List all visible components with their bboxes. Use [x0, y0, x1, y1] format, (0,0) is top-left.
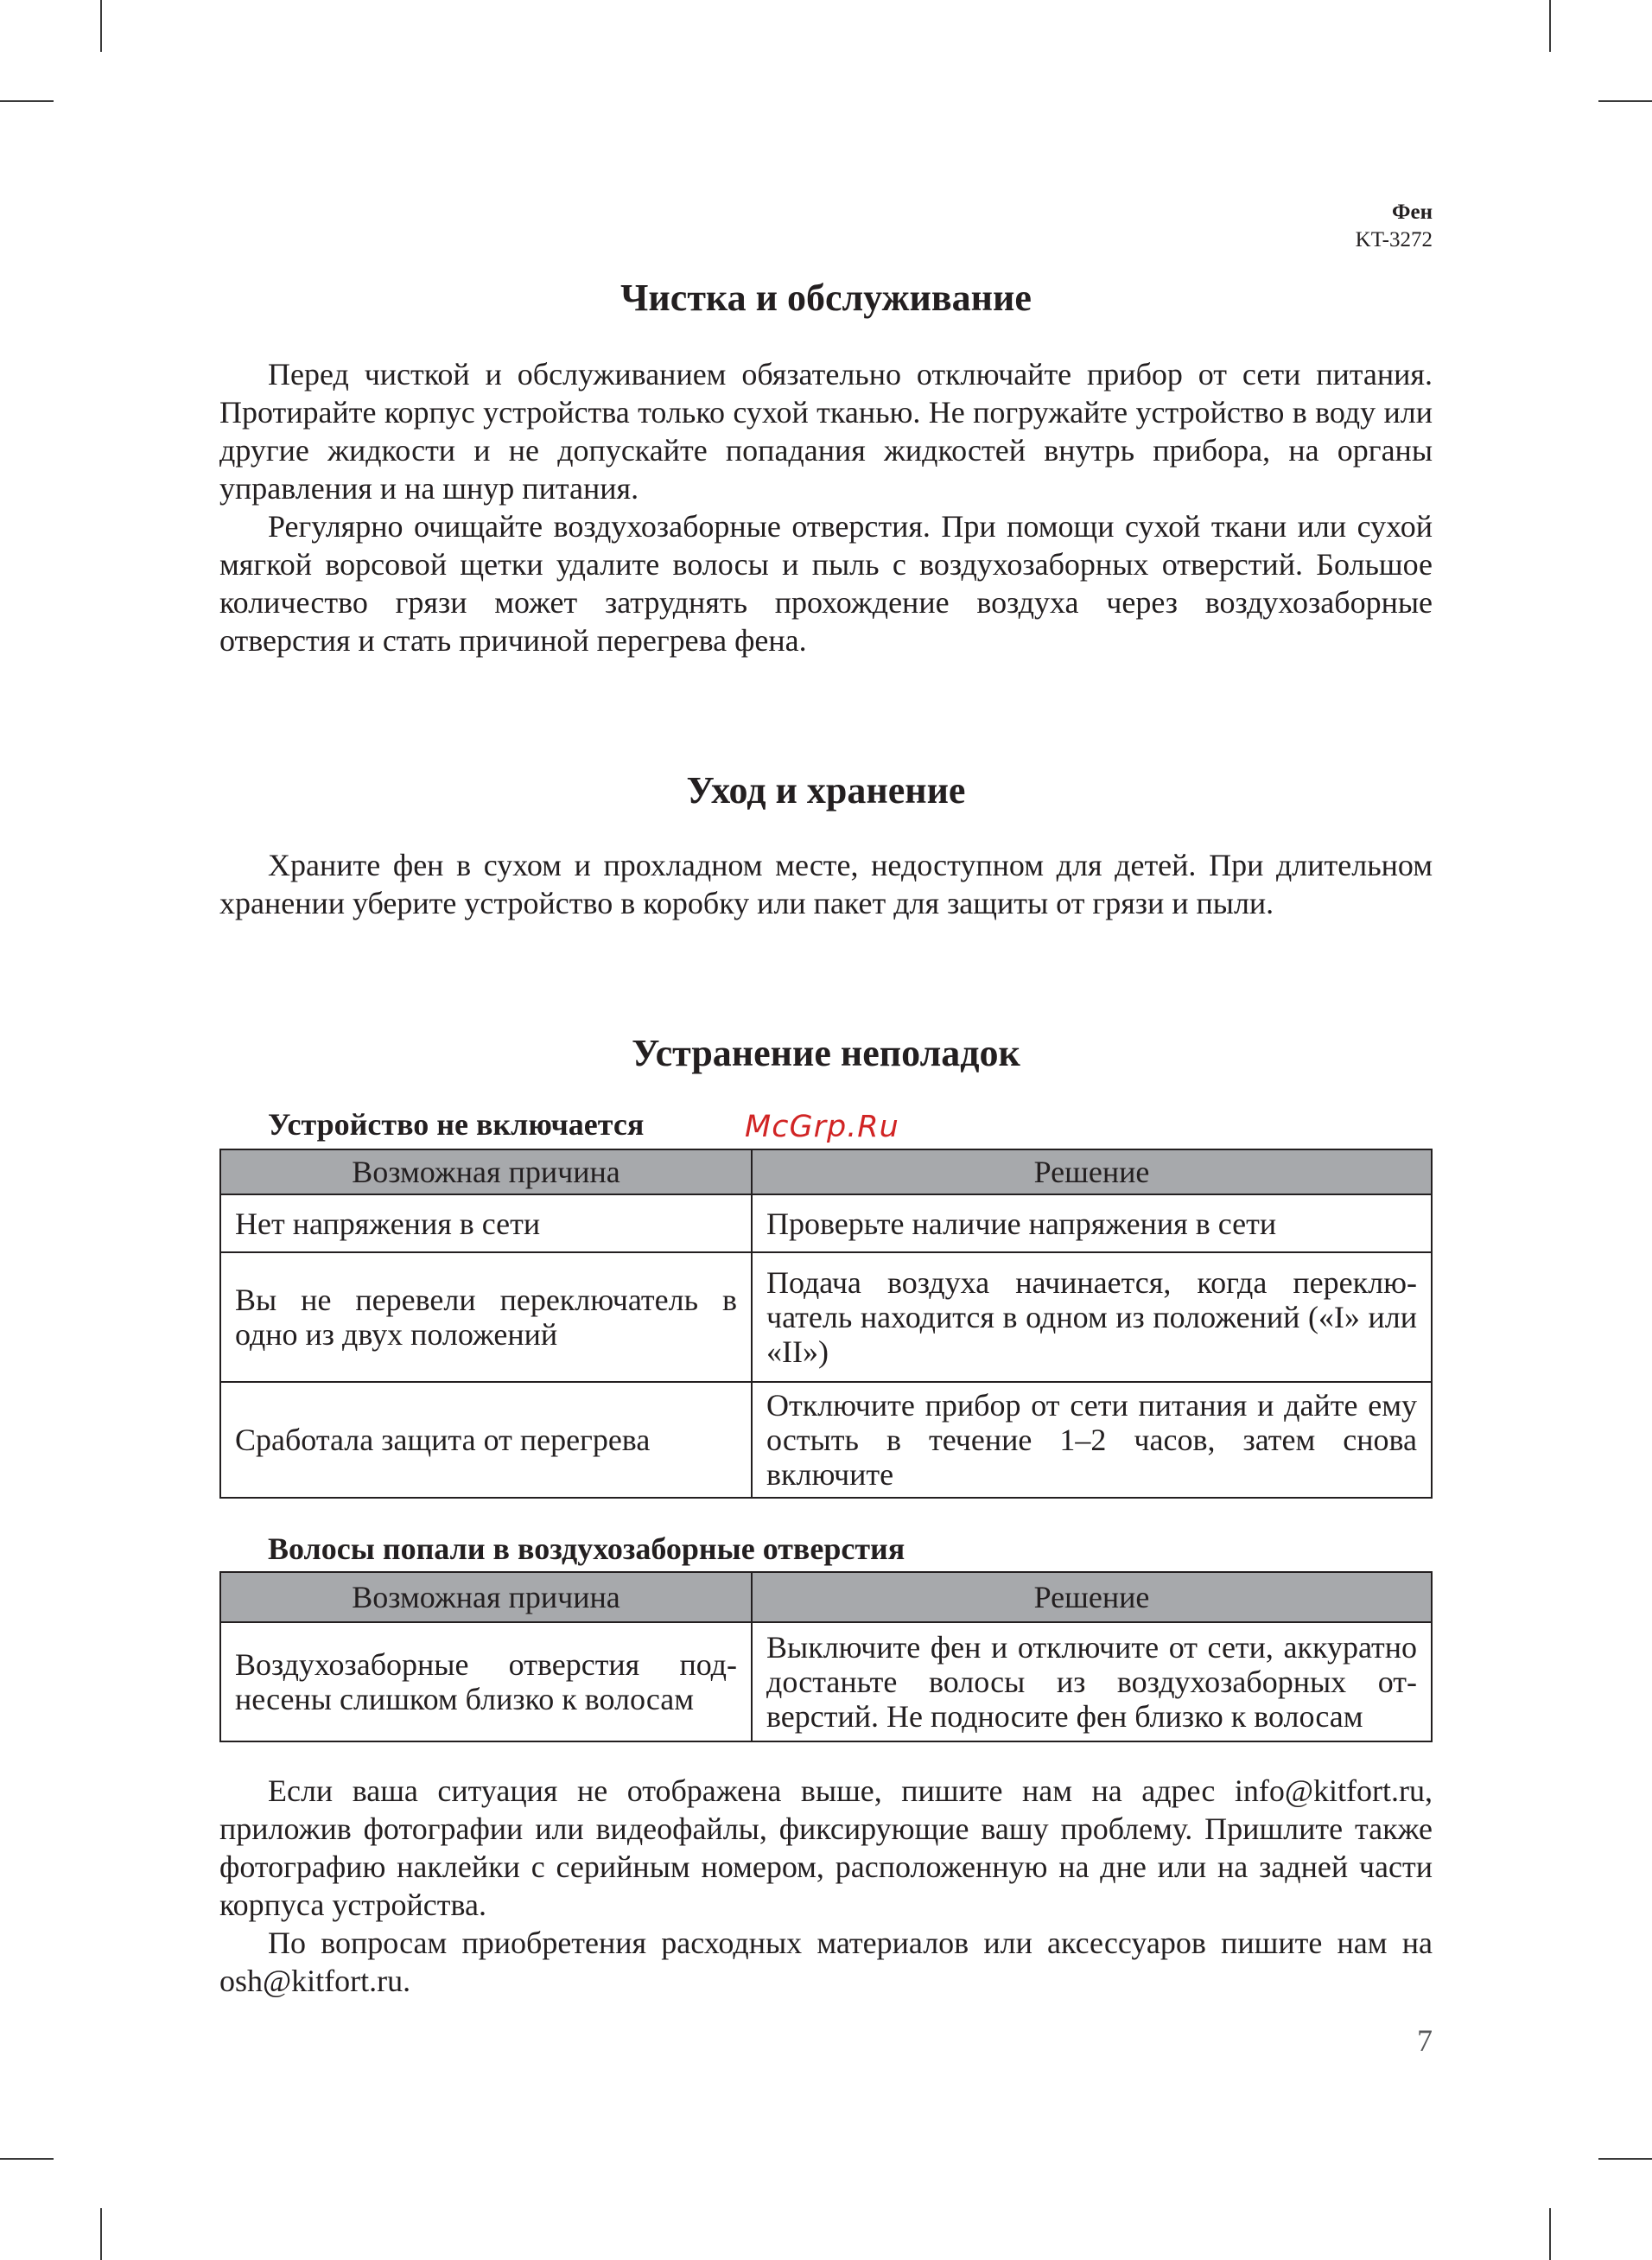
table-row	[220, 1252, 1432, 1382]
solution-cell: Отключите прибор от сети питания и дайте ему остыть в течение 1–2 часов, затем снова включите	[752, 1382, 1432, 1498]
section-title-troubleshooting: Устранение неполадок	[632, 1032, 1020, 1074]
cleaning-paragraph: Регулярно очищайте воздухозаборные отверстия. При помощи сухой ткани или сухой мягкой ворсовой щетки удалите волосы и пыль с воздухозаборных отверстий. Большое количество грязи может затруднять прохождение воздуха через воздухозаборные отверстия и стать причиной перегрева фена.	[219, 509, 1433, 658]
column-header-solution: Решение	[752, 1149, 1432, 1194]
column-header-cause: Возможная причина	[220, 1149, 752, 1194]
crop-mark	[1549, 0, 1551, 52]
crop-mark	[100, 0, 102, 52]
cause-cell: Вы не перевели переключатель в одно из двух положений	[220, 1252, 752, 1382]
crop-mark	[0, 100, 54, 102]
section-title-cleaning: Чистка и обслуживание	[620, 277, 1032, 319]
table-heading-hair: Волосы попали в воздухозаборные отверстия	[268, 1531, 905, 1566]
table-row	[220, 1194, 1432, 1252]
crop-mark	[0, 2158, 54, 2160]
contact-paragraph: Если ваша ситуация не отображена выше, пишите нам на адрес info@kitfort.ru, приложив фотографии или видеофайлы, фиксирующие вашу проблему. Пришлите также фотографию наклейки с серийным номером, расположенную на дне или на задней части корпуса устройства.	[219, 1773, 1433, 1922]
cause-cell: Воздухозаборные отверстия поднесены слишком близко к волосам	[220, 1622, 752, 1741]
column-header-solution: Решение	[752, 1572, 1432, 1622]
table-row	[220, 1622, 1432, 1741]
watermark: McGrp.Ru	[745, 1110, 899, 1144]
product-name: Фен	[1392, 201, 1433, 224]
troubleshooting-table-no-power	[219, 1149, 1433, 1499]
solution-cell: Проверьте наличие напряжения в сети	[752, 1194, 1432, 1252]
crop-mark	[1549, 2208, 1551, 2260]
page-header	[1356, 199, 1433, 254]
column-header-cause: Возможная причина	[220, 1572, 752, 1622]
cause-cell: Нет напряжения в сети	[220, 1194, 752, 1252]
table-row	[220, 1382, 1432, 1498]
page-number: 7	[1417, 2023, 1433, 2058]
table-header-row	[220, 1572, 1432, 1622]
storage-paragraph: Храните фен в сухом и прохладном месте, недоступном для детей. При длительном хранении уберите устройство в коробку или пакет для защиты от грязи и пыли.	[219, 848, 1433, 920]
solution-cell: Подача воздуха начинается, когда переключатель находится в одном из положений («I» или «II»)	[752, 1252, 1432, 1382]
section-title-storage: Уход и хранение	[686, 769, 966, 812]
model-number: KT-3272	[1355, 228, 1433, 251]
table-header-row	[220, 1149, 1432, 1194]
troubleshooting-table-hair	[219, 1571, 1433, 1742]
cause-cell: Сработала защита от перегрева	[220, 1382, 752, 1498]
accessories-paragraph: По вопросам приобретения расходных материалов или аксессуаров пишите нам на osh@kitfort.ru.	[219, 1926, 1433, 1998]
crop-mark	[1598, 2158, 1652, 2160]
cleaning-paragraph: Перед чисткой и обслуживанием обязательно отключайте прибор от сети питания. Протирайте корпус устройства только сухой тканью. Не погружайте устройство в воду или другие жидкости и не допускайте попадания жидкостей внутрь прибора, на органы управления и на шнур питания.	[219, 357, 1433, 506]
crop-mark	[100, 2208, 102, 2260]
table-heading-no-power: Устройство не включается	[268, 1107, 645, 1142]
crop-mark	[1598, 100, 1652, 102]
solution-cell: Выключите фен и отключите от сети, аккуратно достаньте волосы из воздухозаборных отверстий. Не подносите фен близко к волосам	[752, 1622, 1432, 1741]
